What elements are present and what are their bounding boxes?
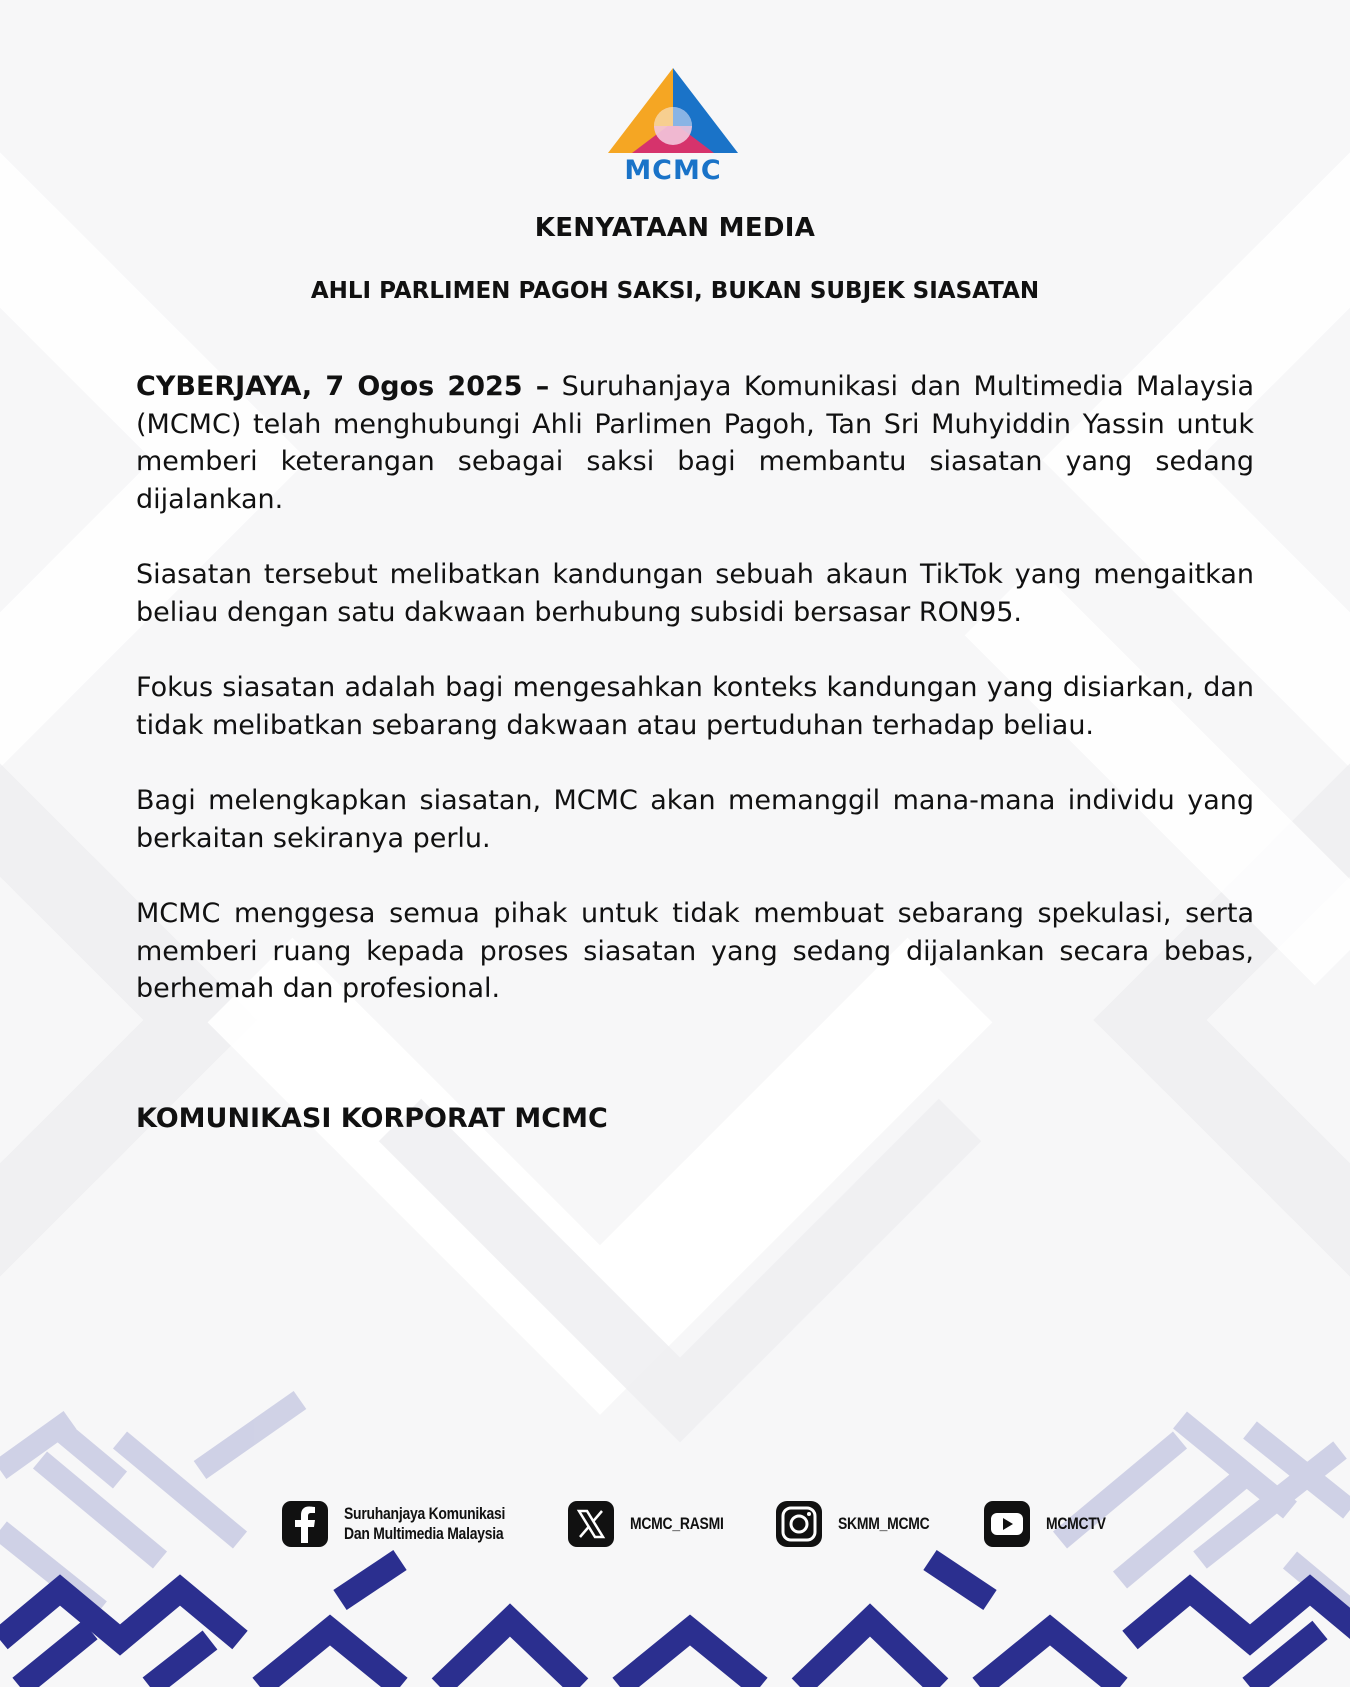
dateline: CYBERJAYA, 7 Ogos 2025 –: [136, 371, 550, 402]
instagram-label: SKMM_MCMC: [838, 1514, 930, 1533]
youtube-icon: [982, 1499, 1032, 1549]
paragraph-2: Siasatan tersebut melibatkan kandungan sebuah akaun TikTok yang mengaitkan beliau dengan satu dakwaan berhubung subsidi bersasar RON95.: [136, 559, 1254, 628]
statement-body: [136, 368, 1254, 1046]
paragraph-1-text: Suruhanjaya Komunikasi dan Multimedia Malaysia (MCMC) telah menghubungi Ahli Parlimen Pagoh, Tan Sri Muhyiddin Yassin untuk memberi keterangan sebagai saksi bagi membantu siasatan yang sedang dijalankan.: [136, 371, 1254, 515]
facebook-label-line2: Dan Multimedia Malaysia: [344, 1524, 504, 1543]
paragraph-4: Bagi melengkapkan siasatan, MCMC akan memanggil mana-mana individu yang berkaitan sekiranya perlu.: [136, 785, 1254, 854]
logo-text: MCMC: [624, 155, 722, 186]
instagram-icon: [774, 1499, 824, 1549]
social-instagram[interactable]: [774, 1496, 950, 1552]
page-subtitle: AHLI PARLIMEN PAGOH SAKSI, BUKAN SUBJEK SIASATAN: [310, 278, 1040, 304]
page-title: KENYATAAN MEDIA: [534, 213, 816, 243]
bottom-lattice-navy: [0, 1560, 1350, 1687]
social-facebook[interactable]: [280, 1496, 541, 1552]
signoff: KOMUNIKASI KORPORAT MCMC: [136, 1103, 608, 1134]
social-youtube[interactable]: [982, 1496, 1119, 1552]
mcmc-logo: [598, 60, 748, 190]
paragraph-3: Fokus siasatan adalah bagi mengesahkan konteks kandungan yang disiarkan, dan tidak melibatkan sebarang dakwaan atau pertuduhan terhadap beliau.: [136, 672, 1254, 741]
paragraph-5: MCMC menggesa semua pihak untuk tidak membuat sebarang spekulasi, serta memberi ruang kepada proses siasatan yang sedang dijalankan secara bebas, berhemah dan profesional.: [136, 898, 1254, 1004]
x-icon: [566, 1499, 616, 1549]
x-label: MCMC_RASMI: [630, 1514, 724, 1533]
facebook-label: [344, 1504, 505, 1544]
facebook-icon: [280, 1499, 330, 1549]
facebook-label-line1: Suruhanjaya Komunikasi: [344, 1504, 506, 1523]
social-x[interactable]: [566, 1496, 744, 1552]
paragraph-1: [136, 368, 1254, 518]
youtube-label: MCMCTV: [1046, 1514, 1106, 1533]
